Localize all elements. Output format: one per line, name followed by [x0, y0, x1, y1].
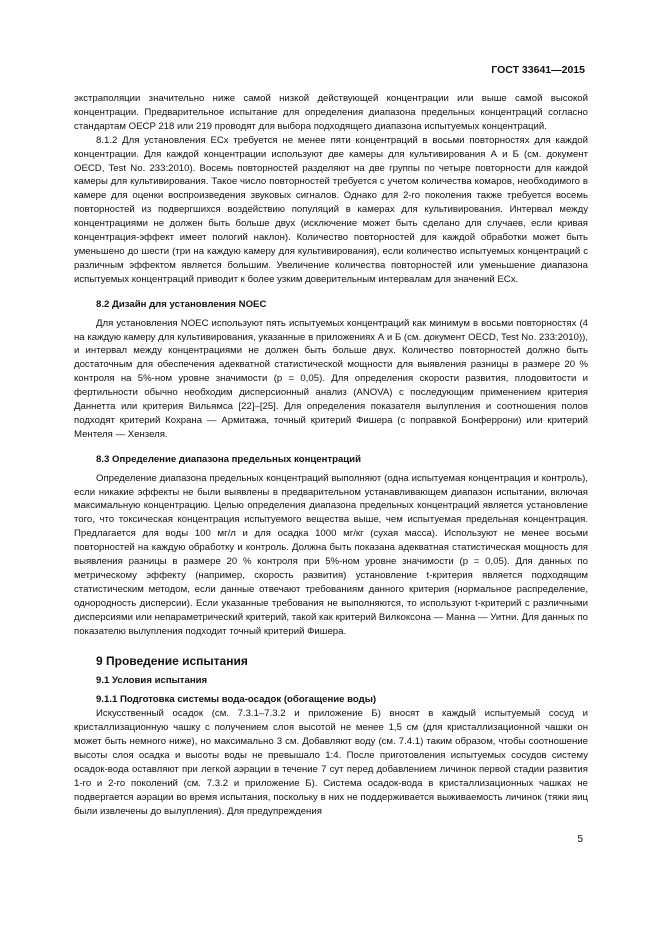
paragraph-continuation: экстраполяции значительно ниже самой низкой действующей концентрации или выше самой высокой концентрации. Предварительное испытание для определения диапазона предельных концентраций согласно стандартам OECP 218 или 219 проводят для выбора подходящего диапазона испытуемых концентраций. [74, 93, 588, 132]
subsection-heading-9-1-1: 9.1.1 Подготовка системы вода-осадок (обогащение воды) [96, 694, 377, 706]
section-heading-8-3: 8.3 Определение диапазона предельных концентраций [96, 453, 361, 465]
chapter-heading-9: 9 Проведение испытания [96, 653, 248, 668]
paragraph-8-3: Определение диапазона предельных концентраций выполняют (одна испытуемая концентрация и контроль), если никакие эффекты не были выявлены в предварительном устанавливающем диапазон испытании, включая максимальную концентрацию. Целью определения диапазона предельных концентраций является установление того, что токсическая концентрация испытуемого вещества выше, чем испытуемая предельная концентрация. Предлагается для воды 100 мг/л и для осадка 1000 мг/кг (сухая масса). Используют не менее восьми повторностей на каждую обработку и контроль. Должна быть показана адекватная статистическая мощность для выявления разницы в размере 20 % контроля при 5%-ном уровне значимости (р = 0,05). Для данных по метрическому эффекту (например, скорость развития) установление t-критерия является подходящим статистическим методом, если данные отвечают требованиям данного критерия (нормальное распределение, однородность дисперсии). Если указанные требования не выполняются, то используют t-критерий с различными дисперсиями или непараметрический критерий, такой как критерий Вилкоксона — Манна — Уитни. Для данных по показателю вылупления подходит точный критерий Фишера. [74, 472, 589, 637]
section-heading-8-2: 8.2 Дизайн для установления NOEC [96, 298, 267, 310]
page-body [74, 92, 588, 819]
paragraph-9-1-1: Искусственный осадок (см. 7.3.1–7.3.2 и приложение Б) вносят в каждый испытуемый сосуд и кристаллизационную чашку с получением слоя высотой не менее 1,5 см (для кристаллизационной чашки он может быть немного ниже), но максимально 3 см. Добавляют воду (см. 7.4.1) таким образом, чтобы соотношение высоты слоя осадка и высоты воды не превышало 1:4. После приготовления испытуемых сосудов систему осадок-вода оставляют при легкой аэрации в течение 7 сут перед добавлением личинок первой стадии развития 1-го и 2-го поколений (см. 7.3.2 и приложение Б). Система осадок-вода в кристаллизационных чашках не подвергается аэрации во время испытания, поскольку в них не поддерживается выживаемость личинок (тяжи яиц были извлечены до вылупления). Для предупреждения [74, 708, 588, 817]
paragraph-8-1-2: 8.1.2 Для установления ECx требуется не менее пяти концентраций в восьми повторностях для каждой концентрации. Для каждой концентрации используют две камеры для культивирования А и Б (см. документ OECD, Test No. 233:2010). Восемь повторностей разделяют на две группы по четыре повторности для каждой камеры для культивирования. Такое число повторностей требуется с учетом количества комаров, необходимого в камере для оценки воспроизведения звуковых сигналов. Однако для 2-го поколения также требуется восемь повторностей из подвергшихся воздействию популяций в камерах для культивирования. Интервал между концентрациями не должен быть больше двух (исключение может быть сделано для случаев, если кривая концентрация-эффект имеет пологий наклон). Количество повторностей для каждой обработки может быть уменьшено до шести (три на каждую камеру для культивирования), если количество испытуемых концентраций с различным эффектом является большим. Увеличение количества повторностей или уменьшение диапазона испытуемых концентраций приводит к более узким доверительным интервалам для значений ECx. [74, 134, 588, 285]
paragraph-8-2: Для установления NOEC используют пять испытуемых концентраций как минимум в восьми повторностях (4 на каждую камеру для культивирования, указанные в приложениях А и Б (см. документ OECD, Test No. 233:2010)), и интервал между концентрациями не должен быть больше двух. Количество повторностей должно быть достаточным для обеспечения адекватной статистической мощности для выявления разницы в размере 20 % контроля на 5%-ном уровне значимости (р = 0,05). Для определения скорости развития, плодовитости и фертильности обычно необходим дисперсионный анализ (ANOVA) с последующим применением критерия Даннетта или критерия Вильямса [22]–[25]. Для определения показателя вылупления и соотношения полов подходят критерий Кохрана — Армитажа, точный критерий Фишера (с поправкой Бонферрони) или критерий Ментеля — Хензеля. [74, 317, 588, 440]
section-heading-9-1: 9.1 Условия испытания [96, 675, 208, 687]
document-code: ГОСТ 33641—2015 [491, 64, 585, 76]
page-number: 5 [577, 834, 583, 845]
